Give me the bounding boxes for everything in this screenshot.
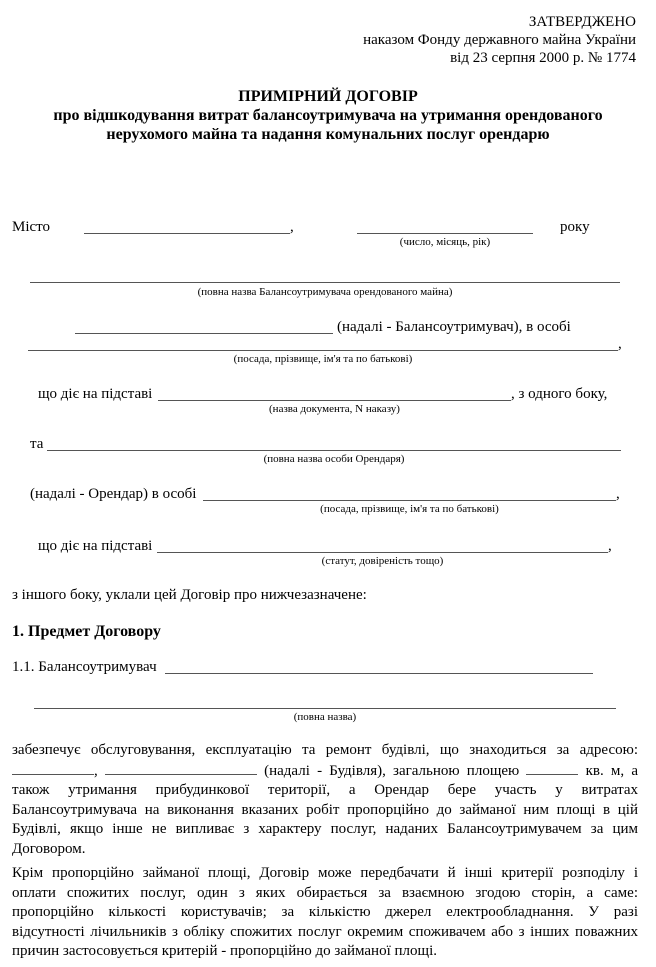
paragraph-1-line-6: Договором. [12,840,86,857]
clause-fullname-field[interactable] [34,708,616,709]
document-subtitle-line-2: нерухомого майна та надання комунальних послуг орендарю [106,126,550,143]
one-side-text: , з одного боку, [511,386,608,402]
paragraph-2-line-5: причин застосовується критерій - пропорційно до займаної площі. [12,943,437,959]
paragraph-2-line-2: оплати спожитих послуг, один з яких обирається за взаємною згодою сторін, а саме: [12,884,638,901]
address-comma: , [94,762,98,779]
paragraph-1 [12,741,638,859]
paragraph-1-line-2 [12,761,638,782]
clause-fullname-hint: (повна назва) [293,711,357,723]
holder-person-hint: (посада, прізвище, ім'я та по батькові) [233,353,413,365]
order-line-2: від 23 серпня 2000 р. № 1774 [450,50,636,66]
city-label: Місто [12,219,51,235]
holder-name-hint: (повна назва Балансоутримувача орендованого майна) [197,286,453,298]
date-field[interactable] [357,233,533,234]
tenant-name-field[interactable] [47,450,621,451]
building-note: (надалі - Будівля), загальною площею [264,762,520,779]
tenant-name-hint: (повна назва особи Орендаря) [263,453,405,465]
other-side-text: з іншого боку, уклали цей Договір про нижчезазначене: [12,587,367,603]
paragraph-1-line-3: також утримання прибудинкової території, а Орендар бере участь у витратах [12,782,638,798]
year-label: року [560,219,590,235]
address-city-field[interactable] [12,761,94,775]
basis-charter-field[interactable] [157,552,608,553]
basis-charter-comma: , [608,538,612,554]
holder-short-field[interactable] [75,333,333,334]
holder-name-field[interactable] [30,282,620,283]
document-title: ПРИМІРНИЙ ДОГОВІР [238,88,418,105]
holder-person-field[interactable] [28,350,618,351]
basis-document-field[interactable] [158,400,511,401]
paragraph-1-line-1: забезпечує обслуговування, експлуатацію та ремонт будівлі, що знаходиться за адресою: [12,742,638,758]
tenant-person-comma: , [616,486,620,502]
holder-suffix-text: (надалі - Балансоутримувач), в особі [337,319,571,335]
approved-label: ЗАТВЕРДЖЕНО [528,14,636,30]
address-street-field[interactable] [105,761,257,775]
area-unit: кв. м, а [585,762,638,779]
order-line-1: наказом Фонду державного майна України [363,32,636,48]
area-field[interactable] [526,761,578,775]
city-comma: , [290,219,294,235]
paragraph-1-line-4: Балансоутримувача на виконання вказаних робіт пропорційно до займаної ним площі в цій [12,801,638,818]
paragraph-1-line-5: Будівлі, якщо інше не випливає з характеру послуг, наданих Балансоутримувачем за цим [12,821,638,837]
and-label: та [30,436,44,452]
tenant-person-hint: (посада, прізвище, ім'я та по батькові) [320,503,499,515]
paragraph-2-line-1: Крім пропорційно займаної площі, Договір може передбачати й інші критерії розподілу і [12,865,638,881]
clause-1-1-label: 1.1. Балансоутримувач [12,659,157,675]
basis-label-2: що діє на підставі [38,538,153,554]
holder-person-comma: , [618,336,622,352]
clause-holder-field[interactable] [165,673,593,674]
section-1-heading: 1. Предмет Договору [12,623,161,640]
basis-charter-hint: (статут, довіреність тощо) [321,555,444,567]
city-field[interactable] [84,233,290,234]
document-subtitle-line-1: про відшкодування витрат балансоутримувача на утримання орендованого [53,107,603,124]
paragraph-2-line-4: відсутності лічильників з обліку спожитих послуг окремим споживачем або з інших поважних [12,923,638,940]
basis-document-hint: (назва документа, N наказу) [269,403,400,415]
paragraph-2 [12,864,638,962]
tenant-person-field[interactable] [203,500,616,501]
basis-label-1: що діє на підставі [38,386,153,402]
paragraph-2-line-3: пропорційно кількості користувачів; за кількістю джерел електрообладнання. У разі [12,904,638,920]
tenant-label: (надалі - Орендар) в особі [30,486,197,502]
date-hint: (число, місяць, рік) [399,236,491,248]
